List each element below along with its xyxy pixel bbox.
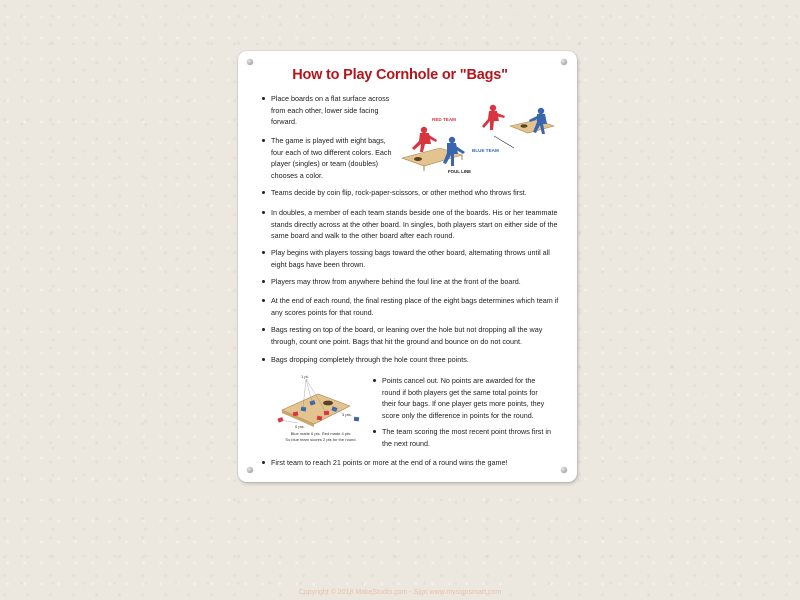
scoring-label-top: 1 pt. — [301, 374, 309, 379]
rule-bullet-5: Play begins with players tossing bags toward the other board, alternating throws until all eight bags have been thrown. — [271, 247, 561, 270]
rule-bullet-6: Players may throw from anywhere behind the foul line at the front of the board. — [271, 276, 561, 288]
scoring-illustration — [270, 372, 372, 446]
sign-title: How to Play Cornhole or "Bags" — [292, 67, 508, 83]
foul-line-label: FOUL LINE — [448, 169, 472, 174]
screw-top-right — [561, 59, 567, 65]
rule-bullet-3: Teams decide by coin flip, rock-paper-scissors, or other method who throws first. — [271, 187, 561, 199]
red-player-2 — [482, 105, 505, 130]
board-right — [510, 120, 554, 133]
rule-bullet-11: The team scoring the most recent point throws first in the next round. — [382, 427, 551, 448]
rule-bullet-2: The game is played with eight bags, four each of two different colors. Each player (singles) or team (doubles) chooses a color. — [271, 135, 399, 181]
screw-top-left — [247, 59, 253, 65]
screw-bottom-right — [561, 467, 567, 473]
scoring-caption-2: So blue team scores 2 pts for the round. — [285, 437, 357, 442]
rule-bullet-10: Points cancel out. No points are awarded for the round if both players get the same total points for their four bags. If one player gets more points, they score only the difference in points for the round. — [382, 375, 552, 421]
players-illustration — [396, 100, 562, 178]
scoring-label-bottom: 0 pts. — [295, 424, 305, 429]
rule-bullet-4: In doubles, a member of each team stands beside one of the boards. His or her teammate stands directly across at the other board. In singles, both players start on either side of the same board and walk to the other board after each round. — [271, 207, 561, 242]
screw-bottom-left — [247, 467, 253, 473]
rule-bullet-12: First team to reach 21 points or more at the end of a round wins the game! — [271, 457, 561, 469]
rule-bullet-9: Bags dropping completely through the hole count three points. — [271, 354, 561, 366]
red-player-1 — [412, 127, 437, 152]
rule-bullet-1: Place boards on a flat surface across from each other, lower side facing forward. — [271, 93, 399, 128]
scoring-caption-1: Blue made 6 pts. Red made 4 pts. — [290, 431, 352, 436]
rule-bullet-8: Bags resting on top of the board, or leaning over the hole but not dropping all the way through, count one point. Bags that hit the ground and bounce on do not count. — [271, 324, 561, 347]
scoring-label-right: 3 pts. — [342, 412, 352, 417]
rule-bullet-7: At the end of each round, the final resting place of the eight bags determines which team if any scores points for that round. — [271, 295, 561, 318]
foul-line — [494, 136, 514, 148]
copyright-footer: Copyright © 2018 MakeStudio.com - Sign www.mysignsmart.com — [298, 589, 502, 596]
red-team-label: RED TEAM — [432, 117, 456, 122]
blue-team-label: BLUE TEAM — [472, 148, 499, 153]
